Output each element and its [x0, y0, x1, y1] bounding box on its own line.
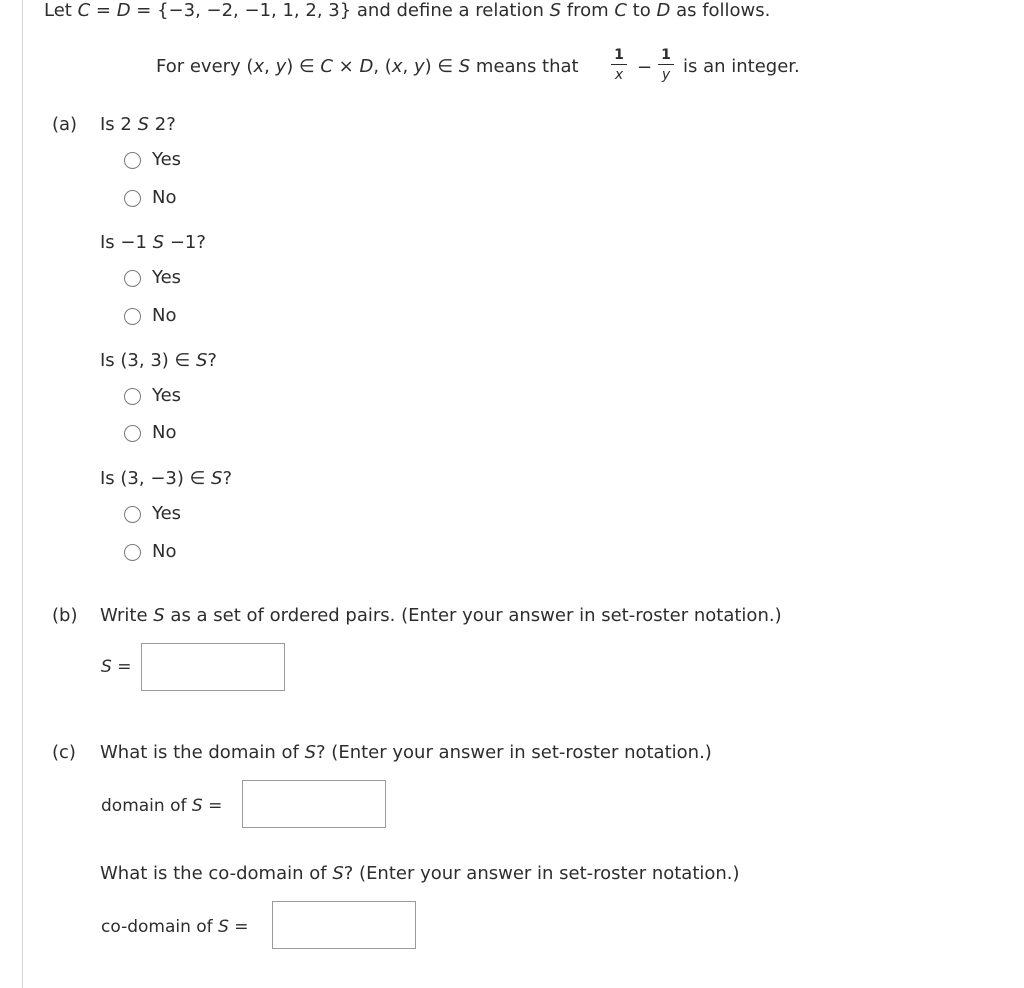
- fraction-1-over-x: [611, 48, 627, 82]
- question-2s2: Is 2 S 2?: [100, 114, 176, 135]
- codomain-answer-input[interactable]: [272, 901, 416, 949]
- radio-button[interactable]: [124, 425, 141, 442]
- s-answer-label: S =: [101, 657, 132, 677]
- fraction-2-denominator: y: [661, 67, 671, 83]
- part-b-prompt: Write S as a set of ordered pairs. (Enter your answer in set-roster notation.): [100, 605, 782, 626]
- radio-button[interactable]: [124, 506, 141, 523]
- q3-yes-option[interactable]: Yes: [124, 384, 181, 408]
- part-c-prompt-codomain: What is the co-domain of S? (Enter your answer in set-roster notation.): [100, 863, 740, 884]
- part-a-label: (a): [52, 114, 78, 135]
- radio-button[interactable]: [124, 270, 141, 287]
- domain-answer-input[interactable]: [242, 780, 386, 828]
- fraction-1-over-y: [658, 48, 674, 82]
- question-3-3: Is (3, 3) ∈ S?: [100, 350, 217, 371]
- fraction-1-numerator: 1: [614, 47, 624, 63]
- radio-button[interactable]: [124, 544, 141, 561]
- left-border-line: [22, 0, 23, 988]
- part-c-prompt-domain: What is the domain of S? (Enter your answer in set-roster notation.): [100, 742, 712, 763]
- definition-text: For every (x, y) ∈ C × D, (x, y) ∈ S means that: [156, 56, 579, 77]
- q4-no-option[interactable]: No: [124, 540, 176, 564]
- fraction-1-denominator: x: [614, 67, 624, 83]
- domain-answer-label: domain of S =: [101, 796, 223, 816]
- intro-text: Let C = D = {−3, −2, −1, 1, 2, 3} and define a relation S from C to D as follows.: [44, 0, 771, 21]
- q1-no-option[interactable]: No: [124, 186, 176, 210]
- part-c-label: (c): [52, 742, 76, 763]
- q1-yes-option[interactable]: Yes: [124, 148, 181, 172]
- definition-tail: is an integer.: [683, 56, 800, 77]
- q2-no-option[interactable]: No: [124, 304, 176, 328]
- question-3-neg3: Is (3, −3) ∈ S?: [100, 468, 233, 489]
- q4-yes-option[interactable]: Yes: [124, 502, 181, 526]
- minus-sign: −: [637, 57, 653, 78]
- q3-no-option[interactable]: No: [124, 421, 176, 445]
- fraction-2-numerator: 1: [661, 47, 671, 63]
- part-b-label: (b): [52, 605, 78, 626]
- question-neg1sneg1: Is −1 S −1?: [100, 232, 206, 253]
- radio-button[interactable]: [124, 308, 141, 325]
- fraction-1-bar: [611, 64, 627, 65]
- s-answer-input[interactable]: [141, 643, 285, 691]
- q2-yes-option[interactable]: Yes: [124, 266, 181, 290]
- radio-button[interactable]: [124, 152, 141, 169]
- radio-button[interactable]: [124, 388, 141, 405]
- codomain-answer-label: co-domain of S =: [101, 917, 249, 937]
- radio-button[interactable]: [124, 190, 141, 207]
- fraction-2-bar: [658, 64, 674, 65]
